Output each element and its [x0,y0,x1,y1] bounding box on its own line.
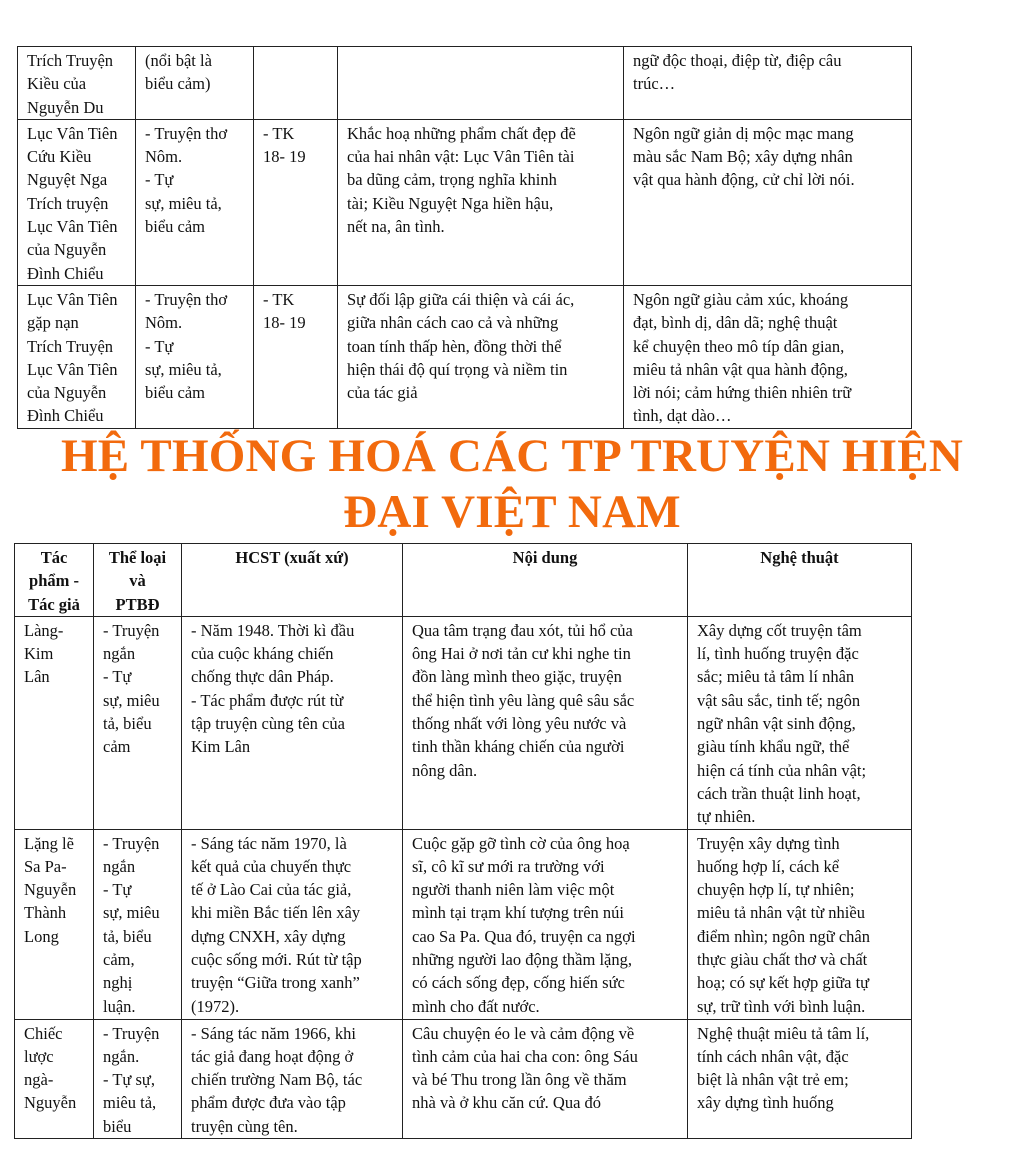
section-title-line-1: HỆ THỐNG HOÁ CÁC TP TRUYỆN HIỆN [61,430,963,482]
table-cell: Xây dựng cốt truyện tâm lí, tình huống truyện đặc sắc; miêu tả tâm lí nhân vật sâu sắc, tinh tế; ngôn ngữ nhân vật sinh động, giàu tính khẩu ngữ, thể hiện cá tính của nhân vật; cách trần thuật linh hoạt, tự nhiên. [688,616,912,829]
table-cell: Câu chuyện éo le và cảm động về tình cảm của hai cha con: ông Sáu và bé Thu trong lần ông về thăm nhà và ở khu căn cứ. Qua đó [403,1019,688,1138]
table-cell: Lục Vân Tiên Cứu Kiều Nguyệt Nga Trích truyện Lục Vân Tiên của Nguyễn Đình Chiểu [18,119,136,285]
table-cell: Qua tâm trạng đau xót, tủi hổ của ông Hai ở nơi tản cư khi nghe tin đồn làng mình theo giặc, truyện thể hiện tình yêu làng quê sâu sắc thống nhất với lòng yêu nước và tinh thần kháng chiến của người nông dân. [403,616,688,829]
table-cell: Cuộc gặp gỡ tình cờ của ông hoạ sĩ, cô kĩ sư mới ra trường với người thanh niên làm việc một mình tại trạm khí tượng trên núi cao Sa Pa. Qua đó, truyện ca ngợi những người lao động thầm lặng, có cách sống đẹp, cống hiến sức mình cho đất nước. [403,829,688,1019]
table-row [18,119,912,285]
table-row [18,47,912,120]
table-cell: (nổi bật là biểu cảm) [136,47,254,120]
table-cell: - Truyện ngắn. - Tự sự, miêu tả, biểu [94,1019,182,1138]
table-cell [338,47,624,120]
table-cell: Sự đối lập giữa cái thiện và cái ác, giữa nhân cách cao cả và những toan tính thấp hèn, đồng thời thể hiện thái độ quí trọng và niềm tin của tác giả [338,285,624,428]
header-cell-content: Nội dung [403,544,688,617]
table-cell: Trích Truyện Kiều của Nguyễn Du [18,47,136,120]
works-table [14,543,912,1139]
header-cell-work-author: Tác phẩm - Tác giả [15,544,94,617]
table-cell: - Sáng tác năm 1970, là kết quả của chuyến thực tế ở Lào Cai của tác giả, khi miền Bắc tiến lên xây dựng CNXH, xây dựng cuộc sống mới. Rút từ tập truyện “Giữa trong xanh” (1972). [182,829,403,1019]
table-cell: Truyện xây dựng tình huống hợp lí, cách kể chuyện hợp lí, tự nhiên; miêu tả nhân vật từ nhiều điểm nhìn; ngôn ngữ chân thực giàu chất thơ và chất hoạ; có sự kết hợp giữa tự sự, trữ tình với bình luận. [688,829,912,1019]
header-cell-art: Nghệ thuật [688,544,912,617]
table-header-row [15,544,912,617]
table-cell: ngữ độc thoại, điệp từ, điệp câu trúc… [624,47,912,120]
table-row [15,616,912,829]
table-cell: - TK 18- 19 [254,119,338,285]
section-title-line-2: ĐẠI VIỆT NAM [343,486,681,538]
header-cell-context: HCST (xuất xứ) [182,544,403,617]
table-cell: Ngôn ngữ giản dị mộc mạc mang màu sắc Nam Bộ; xây dựng nhân vật qua hành động, cử chỉ lời nói. [624,119,912,285]
table-cell: Nghệ thuật miêu tả tâm lí, tính cách nhân vật, đặc biệt là nhân vật trẻ em; xây dựng tình huống [688,1019,912,1138]
table-cell: Ngôn ngữ giàu cảm xúc, khoáng đạt, bình dị, dân dã; nghệ thuật kể chuyện theo mô típ dân gian, miêu tả nhân vật qua hành động, lời nói; cảm hứng thiên nhiên trữ tình, dạt dào… [624,285,912,428]
section-title [0,428,1024,540]
table-cell: Khắc hoạ những phẩm chất đẹp đẽ của hai nhân vật: Lục Vân Tiên tài ba dũng cảm, trọng nghĩa khinh tài; Kiều Nguyệt Nga hiền hậu, nết na, ân tình. [338,119,624,285]
table-cell: - Sáng tác năm 1966, khi tác giả đang hoạt động ở chiến trường Nam Bộ, tác phẩm được đưa vào tập truyện cùng tên. [182,1019,403,1138]
table-cell: Làng- Kim Lân [15,616,94,829]
table-cell: Lặng lẽ Sa Pa- Nguyễn Thành Long [15,829,94,1019]
top-table [17,46,912,429]
table-row [15,1019,912,1138]
header-cell-genre: Thể loại và PTBĐ [94,544,182,617]
table-row [18,285,912,428]
table-cell: - Truyện thơ Nôm. - Tự sự, miêu tả, biểu cảm [136,285,254,428]
table-cell: Lục Vân Tiên gặp nạn Trích Truyện Lục Vân Tiên của Nguyễn Đình Chiểu [18,285,136,428]
table-cell: - Năm 1948. Thời kì đầu của cuộc kháng chiến chống thực dân Pháp. - Tác phẩm được rút từ tập truyện cùng tên của Kim Lân [182,616,403,829]
table-cell: Chiếc lược ngà- Nguyễn [15,1019,94,1138]
table-cell: - Truyện ngắn - Tự sự, miêu tả, biểu cảm [94,616,182,829]
table-cell: - Truyện ngắn - Tự sự, miêu tả, biểu cảm, nghị luận. [94,829,182,1019]
table-cell: - Truyện thơ Nôm. - Tự sự, miêu tả, biểu cảm [136,119,254,285]
table-row [15,829,912,1019]
table-cell: - TK 18- 19 [254,285,338,428]
table-cell [254,47,338,120]
